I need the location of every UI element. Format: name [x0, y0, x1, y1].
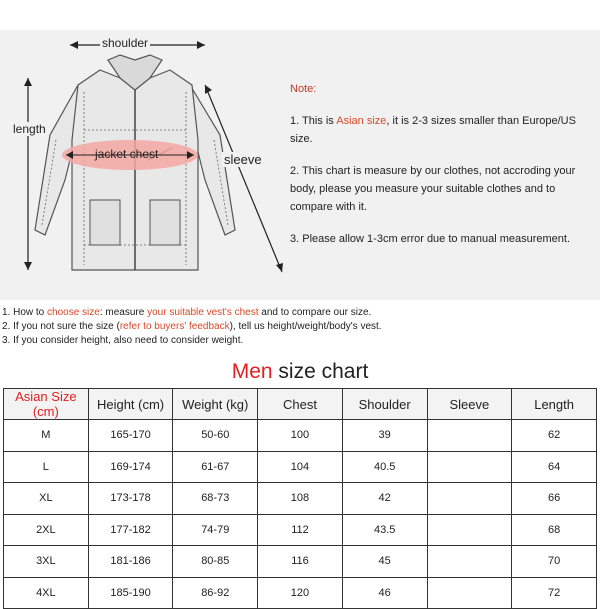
table-cell: 116 [258, 546, 343, 578]
table-cell: 43.5 [342, 514, 427, 546]
chart-title-men: Men [231, 360, 273, 383]
table-cell: 173-178 [88, 483, 173, 515]
table-cell: 120 [258, 577, 343, 609]
table-cell: 177-182 [88, 514, 173, 546]
table-cell: 70 [512, 546, 597, 578]
table-cell [427, 514, 512, 546]
column-header: Shoulder [342, 389, 427, 420]
table-cell: 100 [258, 420, 343, 452]
howto-1c: : measure [99, 307, 148, 318]
table-row [4, 577, 597, 609]
table-cell: 112 [258, 514, 343, 546]
table-cell: 4XL [4, 577, 89, 609]
jacket-diagram [0, 30, 290, 300]
table-cell: L [4, 451, 89, 483]
chest-label: jacket chest [95, 147, 159, 161]
table-cell: 64 [512, 451, 597, 483]
table-cell [427, 577, 512, 609]
table-cell: 46 [342, 577, 427, 609]
table-header-row [4, 389, 597, 420]
table-row [4, 451, 597, 483]
table-row [4, 483, 597, 515]
table-cell: 86-92 [173, 577, 258, 609]
asian-size-highlight: Asian size [336, 115, 387, 127]
table-row [4, 514, 597, 546]
column-header: Chest [258, 389, 343, 420]
table-cell [427, 451, 512, 483]
table-row [4, 546, 597, 578]
table-cell: 61-67 [173, 451, 258, 483]
table-cell: 169-174 [88, 451, 173, 483]
table-cell: 80-85 [173, 546, 258, 578]
table-cell: 2XL [4, 514, 89, 546]
column-header: Asian Size (cm) [4, 389, 89, 420]
howto-2c: ), tell us height/weight/body's vest. [229, 321, 382, 332]
note-1-prefix: 1. This is [290, 115, 337, 127]
table-cell: M [4, 420, 89, 452]
table-cell: 68-73 [173, 483, 258, 515]
table-cell: 62 [512, 420, 597, 452]
note-item-1 [290, 112, 595, 148]
howto-2b: refer to buyers' feedback [119, 321, 230, 332]
chart-title-rest: size chart [272, 360, 369, 383]
table-row [4, 420, 597, 452]
table-cell [427, 546, 512, 578]
howto-1e: and to compare our size. [258, 307, 372, 318]
size-table [3, 388, 597, 609]
note-item-2: 2. This chart is measure by our clothes, not accroding your body, please you measure your suitable clothes and to compare with it. [290, 165, 576, 213]
chart-title [0, 360, 600, 384]
column-header: Height (cm) [88, 389, 173, 420]
notes [290, 80, 595, 262]
table-cell: 50-60 [173, 420, 258, 452]
column-header: Sleeve [427, 389, 512, 420]
length-label: length [13, 122, 46, 136]
howto-1b: choose size [47, 307, 100, 318]
howto-line-1 [2, 306, 598, 320]
column-header: Length [512, 389, 597, 420]
shoulder-label: shoulder [102, 36, 149, 50]
table-cell: 68 [512, 514, 597, 546]
table-cell [427, 420, 512, 452]
sleeve-label: sleeve [224, 152, 262, 167]
howto-1d: your suitable vest's chest [147, 307, 259, 318]
note-item-3: 3. Please allow 1-3cm error due to manual measurement. [290, 233, 571, 245]
table-cell: 72 [512, 577, 597, 609]
table-cell: 45 [342, 546, 427, 578]
table-cell: 165-170 [88, 420, 173, 452]
table-cell: 40.5 [342, 451, 427, 483]
table-cell: XL [4, 483, 89, 515]
howto-2a: 2. If you not sure the size ( [2, 321, 120, 332]
table-cell: 108 [258, 483, 343, 515]
table-cell: 74-79 [173, 514, 258, 546]
table-cell: 104 [258, 451, 343, 483]
table-cell: 39 [342, 420, 427, 452]
howto-line-2 [2, 320, 598, 334]
table-cell: 42 [342, 483, 427, 515]
notes-title: Note: [290, 83, 317, 95]
table-cell: 181-186 [88, 546, 173, 578]
table-cell [427, 483, 512, 515]
table-cell: 3XL [4, 546, 89, 578]
how-to-instructions [2, 306, 598, 348]
table-body [4, 420, 597, 609]
howto-line-3: 3. If you consider height, also need to consider weight. [2, 335, 244, 346]
table-cell: 66 [512, 483, 597, 515]
column-header: Weight (kg) [173, 389, 258, 420]
table-cell: 185-190 [88, 577, 173, 609]
howto-1a: 1. How to [2, 307, 48, 318]
note-1-suffix: , it is 2-3 sizes smaller than Europe/US size. [290, 115, 576, 145]
